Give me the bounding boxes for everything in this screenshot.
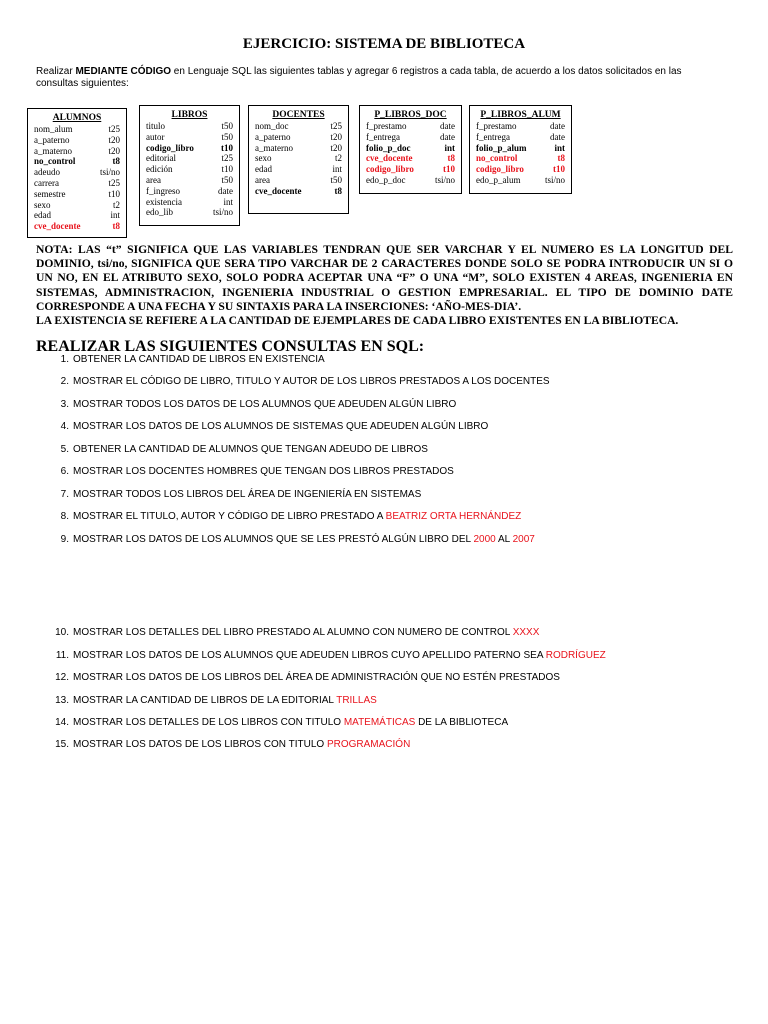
query-text: OBTENER LA CANTIDAD DE ALUMNOS QUE TENGAN ADEUDO DE LIBROS [73,444,428,455]
field-type: tsi/no [99,167,120,178]
query-item [44,399,744,411]
query-text: MOSTRAR EL TITULO, AUTOR Y CÓDIGO DE LIBRO PRESTADO A [73,511,386,522]
field-type: t20 [108,134,120,145]
field-name: cve_docente [34,221,81,232]
query-text: MOSTRAR LOS DATOS DE LOS LIBROS CON TITULO [73,739,327,750]
query-number: 15. [55,739,69,750]
field-row [255,143,342,154]
field-row [146,207,233,218]
field-type: tsi/no [212,207,233,218]
intro-paragraph [36,66,726,90]
field-row [146,143,233,154]
field-row [255,164,342,175]
query-text: DE LA BIBLIOTECA [415,717,509,728]
field-name: existencia [146,196,182,207]
field-name: edición [146,164,173,175]
field-name: f_entrega [366,131,400,142]
field-type: t25 [221,153,233,164]
field-name: a_materno [255,142,293,153]
query-number: 5. [60,444,69,455]
field-name: titulo [146,121,166,131]
query-number: 6. [60,466,69,477]
query-item [44,489,744,501]
table-alumnos [27,108,127,238]
intro-post: en Lenguaje SQL las siguientes tablas y agregar 6 registros a cada tabla, de acuerdo a los datos solicitados en las consultas siguientes: [36,66,682,89]
field-type: int [110,210,120,221]
query-highlight: 2000 [473,534,496,545]
field-name: cve_docente [366,153,413,164]
field-row [34,146,120,157]
field-row [34,189,120,200]
field-type: t25 [108,124,120,134]
query-number: 1. [60,354,69,365]
query-text: MOSTRAR LOS DETALLES DEL LIBRO PRESTADO AL ALUMNO CON NUMERO DE CONTROL [73,627,513,638]
query-number: 7. [60,489,69,500]
field-type: int [554,142,565,153]
query-text: OBTENER LA CANTIDAD DE LIBROS EN EXISTENCIA [73,354,325,365]
field-type: t20 [108,145,120,156]
field-name: codigo_libro [146,142,194,153]
query-item [44,466,744,478]
intro-bold: MEDIANTE CÓDIGO [75,66,172,77]
field-type: tsi/no [434,174,455,185]
query-text: MOSTRAR LOS DATOS DE LOS LIBROS DEL ÁREA DE ADMINISTRACIÓN QUE NO ESTÉN PRESTADOS [73,672,560,683]
field-name: sexo [34,199,51,210]
field-type: t50 [221,174,233,185]
field-row [476,132,565,143]
query-item [44,534,744,546]
field-type: t10 [221,164,233,175]
table-p-libros-alum [469,105,572,194]
table-name: LIBROS [171,110,208,120]
field-name: area [146,174,161,185]
field-row [146,164,233,175]
query-item [44,444,744,456]
field-type: t25 [330,121,342,131]
field-name: f_prestamo [366,121,407,131]
field-name: autor [146,131,165,142]
field-row [34,135,120,146]
query-number: 12. [55,672,69,683]
field-type: t10 [443,164,455,175]
note-line: SISTEMAS, ADMINISTRACION, INGENIERIA INDUSTRIAL O GESTION EMPRESARIAL. EL TIPO DE DOMINIO DATE [36,285,733,299]
query-number: 10. [55,627,69,638]
field-row [34,167,120,178]
field-name: edo_p_doc [366,174,406,185]
field-type: t20 [330,142,342,153]
field-name: carrera [34,177,59,188]
field-row [366,175,455,186]
field-name: f_ingreso [146,185,180,196]
field-name: f_prestamo [476,121,517,131]
field-name: sexo [255,153,272,164]
query-text: MOSTRAR LOS DATOS DE LOS ALUMNOS DE SISTEMAS QUE ADEUDEN ALGÚN LIBRO [73,421,489,432]
field-type: t50 [330,174,342,185]
field-name: a_paterno [255,131,291,142]
field-row [366,143,455,154]
query-number: 3. [60,399,69,410]
query-text: MOSTRAR TODOS LOS LIBROS DEL ÁREA DE INGENIERÍA EN SISTEMAS [73,489,422,500]
query-item [44,717,744,729]
field-row [476,121,565,132]
field-row [476,143,565,154]
query-highlight: PROGRAMACIÓN [326,739,411,750]
query-highlight: BEATRIZ ORTA HERNÁNDEZ [385,511,522,522]
query-number: 4. [60,421,69,432]
field-name: no_control [476,153,518,164]
document-title: EJERCICIO: SISTEMA DE BIBLIOTECA [242,36,526,52]
query-number: 11. [55,650,69,661]
query-item [44,376,744,388]
field-name: folio_p_doc [366,142,411,153]
field-type: t10 [553,164,565,175]
field-type: t2 [112,199,120,210]
intro-pre: Realizar [36,66,76,77]
field-name: a_materno [34,145,72,156]
query-item [44,672,744,684]
query-number: 13. [55,695,69,706]
field-type: t20 [330,131,342,142]
field-row [255,132,342,143]
field-row [146,197,233,208]
field-row [476,153,565,164]
field-name: edad [34,210,51,221]
query-item [44,354,744,366]
field-name: edo_p_alum [476,174,521,185]
note-line: NOTA: LAS “t” SIGNIFICA QUE LAS VARIABLES TENDRAN QUE SER VARCHAR Y EL NUMERO ES LA LONGITUD DEL [36,243,733,256]
field-row [34,210,120,221]
note-line: CORRESPONDE A UNA FECHA Y SU SINTAXIS PARA LA INSERCIONES: ‘AÑO-MES-DIA’. [36,299,522,313]
field-name: nom_alum [34,124,73,134]
field-row [146,132,233,143]
query-text: MOSTRAR LOS DATOS DE LOS ALUMNOS QUE ADEUDEN LIBROS CUYO APELLIDO PATERNO SEA [73,650,546,661]
field-name: area [255,174,270,185]
table-name: P_LIBROS_DOC [374,110,447,120]
field-row [146,153,233,164]
query-text: MOSTRAR TODOS LOS DATOS DE LOS ALUMNOS QUE ADEUDEN ALGÚN LIBRO [73,399,457,410]
field-row [255,175,342,186]
field-row [366,121,455,132]
table-name: P_LIBROS_ALUM [480,110,561,120]
field-type: date [550,121,565,131]
field-name: a_paterno [34,134,70,145]
field-type: date [218,185,233,196]
query-number: 2. [60,376,69,387]
field-row [146,186,233,197]
field-name: nom_doc [255,121,289,131]
query-highlight: XXXX [512,627,540,638]
field-type: t8 [447,153,455,164]
field-row [255,153,342,164]
field-row [476,164,565,175]
query-number: 14. [55,717,69,728]
field-row [146,121,233,132]
field-row [146,175,233,186]
field-row [34,200,120,211]
field-name: f_entrega [476,131,510,142]
field-type: t2 [334,153,342,164]
query-item [44,627,744,639]
query-text: MOSTRAR EL CÓDIGO DE LIBRO, TITULO Y AUTOR DE LOS LIBROS PRESTADOS A LOS DOCENTES [73,376,550,387]
field-type: t8 [112,156,120,167]
field-name: semestre [34,188,66,199]
field-name: editorial [146,153,176,164]
query-text: MOSTRAR LOS DATOS DE LOS ALUMNOS QUE SE LES PRESTÓ ALGÚN LIBRO DEL [73,534,474,545]
field-type: t50 [221,121,233,131]
query-number: 8. [60,511,69,522]
query-text: MOSTRAR LOS DOCENTES HOMBRES QUE TENGAN DOS LIBROS PRESTADOS [73,466,454,477]
table-p-libros-doc [359,105,462,194]
field-type: t50 [221,131,233,142]
field-name: codigo_libro [366,164,414,175]
field-row [255,121,342,132]
field-name: edo_lib [146,207,173,218]
note-line: UN NO, EN EL ATRIBUTO SEXO, SOLO PODRA ACEPTAR UNA “F” O UNA “M”, SOLO EXISTEN 4 AREAS, INGENIERIA EN [36,271,733,285]
query-highlight: RODRÍGUEZ [545,650,606,661]
field-name: edad [255,164,272,175]
field-name: no_control [34,156,76,167]
table-libros [139,105,240,226]
field-type: t8 [112,221,120,232]
field-name: folio_p_alum [476,142,527,153]
field-type: t25 [108,177,120,188]
query-text: MOSTRAR LOS DETALLES DE LOS LIBROS CON TITULO [73,717,344,728]
field-type: int [444,142,455,153]
note-paragraph [36,243,733,328]
field-type: tsi/no [544,174,565,185]
field-name: adeudo [34,167,60,178]
field-row [34,124,120,135]
field-type: t10 [108,188,120,199]
field-row [366,132,455,143]
field-type: date [550,131,565,142]
query-number: 9. [60,534,69,545]
query-item [44,695,744,707]
field-row [34,178,120,189]
query-text: MOSTRAR LA CANTIDAD DE LIBROS DE LA EDITORIAL [73,695,337,706]
field-row [255,186,342,197]
field-type: t10 [221,142,233,153]
field-name: codigo_libro [476,164,524,175]
field-row [366,164,455,175]
table-docentes [248,105,349,214]
table-name: ALUMNOS [52,113,102,123]
query-item [44,650,744,662]
field-row [34,156,120,167]
table-name: DOCENTES [272,110,325,120]
query-highlight: TRILLAS [336,695,377,706]
field-name: cve_docente [255,185,302,196]
field-row [476,175,565,186]
field-row [34,221,120,232]
query-item [44,739,744,751]
query-text: AL [495,534,513,545]
field-type: int [332,164,342,175]
query-item [44,421,744,433]
field-type: t8 [557,153,565,164]
query-item [44,511,744,523]
field-type: date [440,121,455,131]
queries-heading: REALIZAR LAS SIGUIENTES CONSULTAS EN SQL: [36,338,425,355]
query-highlight: 2007 [512,534,535,545]
field-type: date [440,131,455,142]
query-highlight: MATEMÁTICAS [343,717,416,728]
field-type: t8 [334,185,342,196]
field-type: int [223,196,233,207]
note-line: DOMINIO, tsi/no, SIGNIFICA QUE SERA TIPO VARCHAR DE 2 CARACTERES DONDE SOLO SE PODRA INTRODUCIR UN SI O [36,257,733,271]
note-line: LA EXISTENCIA SE REFIERE A LA CANTIDAD DE EJEMPLARES DE CADA LIBRO EXISTENTES EN LA BIBLIOTECA. [36,314,679,328]
field-row [366,153,455,164]
